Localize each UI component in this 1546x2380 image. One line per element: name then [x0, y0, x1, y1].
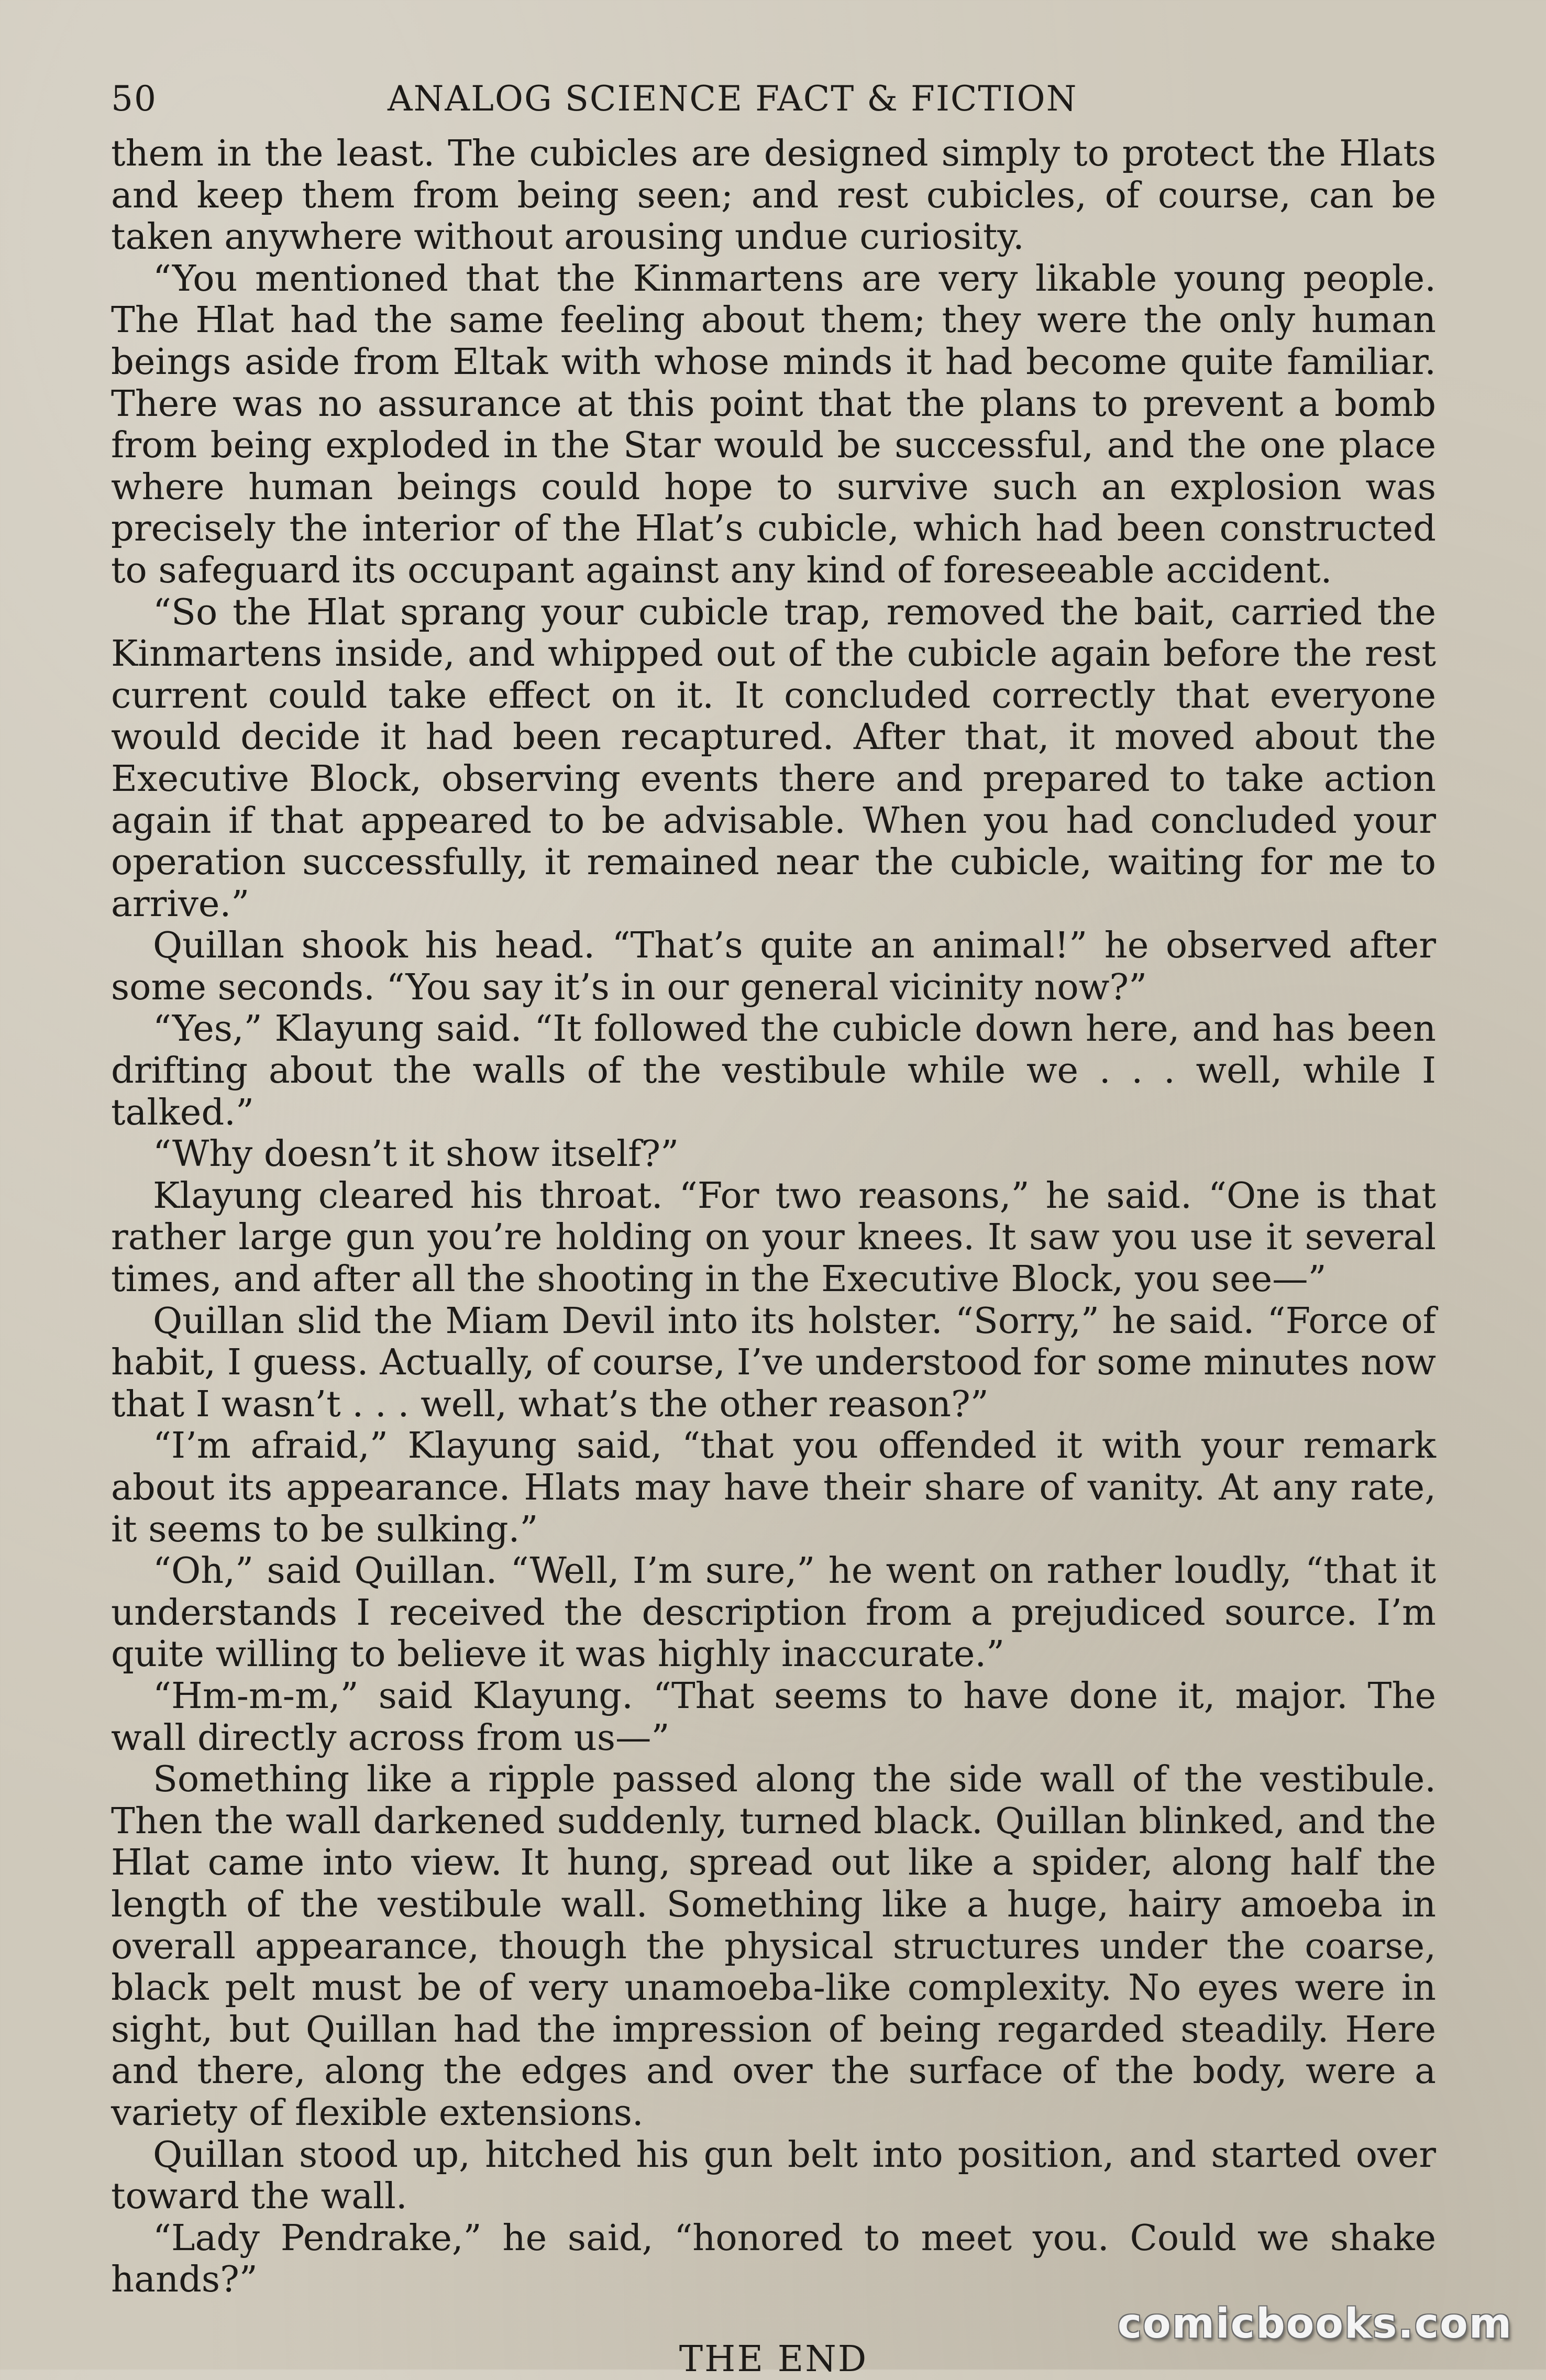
paragraph: “Why doesn’t it show itself?” — [153, 1133, 679, 1175]
paragraph: “Hm-m-m,” said Klayung. “That seems to have done it, major. The wall directly across from us—” — [111, 1674, 1436, 1759]
story-text — [111, 133, 1436, 2301]
the-end-marker: THE END — [679, 2338, 868, 2380]
page-number: 50 — [111, 79, 157, 119]
paragraph: Quillan slid the Miam Devil into its holster. “Sorry,” he said. “Force of habit, I guess. Actually, of course, I’ve understood for some minutes now that I wasn’t . . . well, what’s the other reason?” — [111, 1299, 1436, 1425]
paragraph: “Oh,” said Quillan. “Well, I’m sure,” he went on rather loudly, “that it understands I received the description from a prejudiced source. I’m quite willing to believe it was highly inaccurate.” — [111, 1550, 1436, 1676]
journal-title: ANALOG SCIENCE FACT & FICTION — [388, 79, 1078, 119]
paragraph: “Lady Pendrake,” he said, “honored to meet you. Could we shake hands?” — [111, 2217, 1436, 2301]
paragraph: “You mentioned that the Kinmartens are very likable young people. The Hlat had the same feeling about them; they were the only human beings aside from Eltak with whose minds it had become quite familiar. There was no assurance at this point that the plans to prevent a bomb from being exploded in the Star would be successful, and the one place where human beings could hope to survive such an explosion was precisely the interior of the Hlat’s cubicle, which had been constructed to safeguard its occupant against any kind of foreseeable accident. — [111, 257, 1436, 591]
paragraph: “I’m afraid,” Klayung said, “that you offended it with your remark about its appearance. Hlats may have their share of vanity. At any rate, it seems to be sulking.” — [111, 1425, 1436, 1550]
running-head — [111, 79, 1436, 136]
watermark-logo: comicbooks.com — [1117, 2300, 1512, 2348]
paragraph: Something like a ripple passed along the side wall of the vestibule. Then the wall darkened suddenly, turned black. Quillan blinked, and the Hlat came into view. It hung, spread out like a spider, along half the length of the vestibule wall. Something like a huge, hairy amoeba in overall appearance, though the physical structures under the coarse, black pelt must be of very unamoeba-like complexity. No eyes were in sight, but Quillan had the impression of being regarded steadily. Here and there, along the edges and over the surface of the body, were a variety of flexible extensions. — [111, 1758, 1436, 2134]
paragraph: them in the least. The cubicles are designed simply to protect the Hlats and keep them from being seen; and rest cubicles, of course, can be taken anywhere without arousing undue curiosity. — [111, 133, 1436, 258]
paragraph: Quillan shook his head. “That’s quite an animal!” he observed after some seconds. “You say it’s in our general vicinity now?” — [111, 924, 1436, 1008]
paragraph: Klayung cleared his throat. “For two reasons,” he said. “One is that rather large gun you’re holding on your knees. It saw you use it several times, and after all the shooting in the Executive Block, you see—” — [111, 1174, 1436, 1301]
paragraph: “So the Hlat sprang your cubicle trap, removed the bait, carried the Kinmartens inside, and whipped out of the cubicle again before the rest current could take effect on it. It concluded correctly that everyone would decide it had been recaptured. After that, it moved about the Executive Block, observing events there and prepared to take action again if that appeared to be advisable. When you had concluded your operation successfully, it remained near the cubicle, waiting for me to arrive.” — [111, 591, 1436, 925]
paragraph: “Yes,” Klayung said. “It followed the cubicle down here, and has been drifting about the walls of the vestibule while we . . . well, while I talked.” — [111, 1008, 1436, 1133]
paragraph: Quillan stood up, hitched his gun belt into position, and started over toward the wall. — [111, 2133, 1436, 2218]
